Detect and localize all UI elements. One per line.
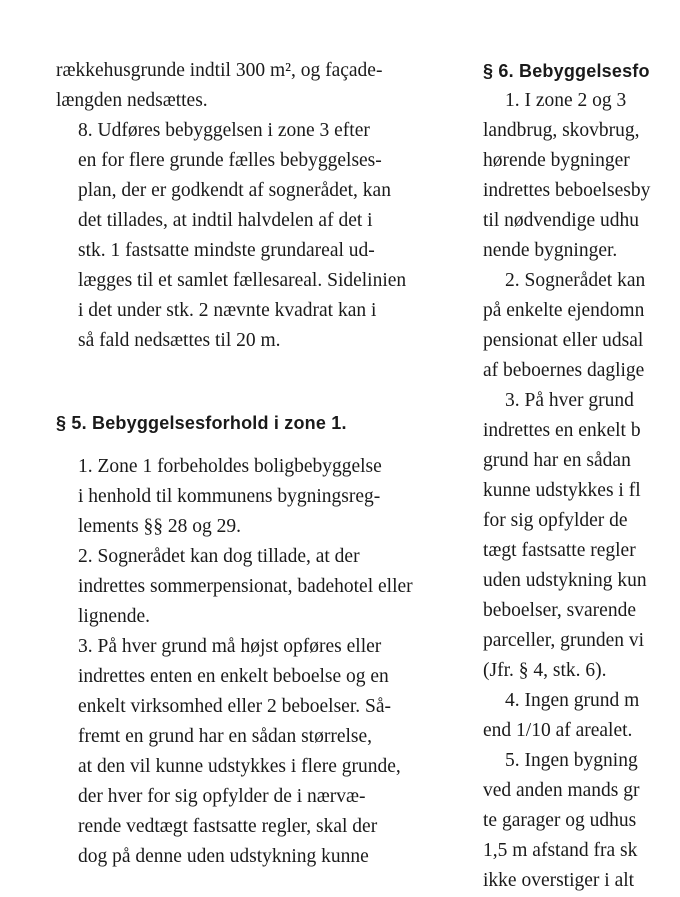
text-line: (Jfr. § 4, stk. 6). [483,660,607,681]
text-line: indrettes beboelsesby [483,180,651,201]
right-paragraph-5 [483,746,680,776]
text-line: nende bygninger. [483,240,618,261]
text-line: 8. Udføres bebyggelsen i zone 3 efter [78,120,370,141]
right-paragraph-3-cont [483,416,680,686]
text-line: i henhold til kommunens bygningsreg- [78,486,381,507]
text-line: det tillades, at indtil halvdelen af det i [78,210,373,231]
text-line: 4. Ingen grund m [505,690,640,711]
left-column [56,56,454,872]
section-heading-6: § 6. Bebyggelsesfo [483,61,650,81]
right-paragraph-1 [483,86,680,116]
text-line: pensionat eller udsal [483,330,644,351]
text-line: til nødvendige udhu [483,210,639,231]
text-line: der hver for sig opfylder de i nærvæ- [78,786,366,807]
text-line: end 1/10 af arealet. [483,720,633,741]
text-line: rækkehusgrunde indtil 300 m², og façade- [56,60,383,81]
text-line: beboelser, svarende [483,600,636,621]
right-paragraph-1-cont [483,116,680,266]
right-paragraph-4 [483,686,680,716]
text-line: længden nedsættes. [56,90,208,111]
text-line: 1,5 m afstand fra sk [483,840,638,861]
text-line: 2. Sognerådet kan dog tillade, at der [78,546,360,567]
paragraph-stk-1 [56,452,454,542]
text-line: en for flere grunde fælles bebyggelses- [78,150,382,171]
text-line: landbrug, skovbrug, [483,120,640,141]
text-line: 3. På hver grund må højst opføres eller [78,636,382,657]
text-line: af beboernes daglige [483,360,645,381]
text-line: indrettes enten en enkelt beboelse og en [78,666,389,687]
paragraph-stk-3 [56,632,454,872]
right-paragraph-5-cont [483,776,680,896]
text-line: lægges til et samlet fællesareal. Sidelinien [78,270,407,291]
text-line: enkelt virksomhed eller 2 beboelser. Så- [78,696,391,717]
text-line: kunne udstykkes i fl [483,480,641,501]
text-line: så fald nedsættes til 20 m. [78,330,281,351]
text-line: stk. 1 fastsatte mindste grundareal ud- [78,240,375,261]
text-line: 2. Sognerådet kan [505,270,646,291]
text-line: te garager og udhus [483,810,637,831]
right-paragraph-2 [483,266,680,296]
text-line: ikke overstiger i alt [483,870,635,891]
text-line: indrettes en enkelt b [483,420,641,441]
section-heading-5: § 5. Bebyggelsesforhold i zone 1. [56,413,347,433]
text-line: 1. I zone 2 og 3 [505,90,627,111]
text-line: lements §§ 28 og 29. [78,516,242,537]
text-line: hørende bygninger [483,150,630,171]
text-line: parceller, grunden vi [483,630,645,651]
text-line: fremt en grund har en sådan størrelse, [78,726,373,747]
right-paragraph-3 [483,386,680,416]
paragraph-continuation [56,56,454,116]
text-line: tægt fastsatte regler [483,540,636,561]
paragraph-stk-2 [56,542,454,632]
text-line: for sig opfylder de [483,510,628,531]
right-paragraph-4-cont [483,716,680,746]
text-line: plan, der er godkendt af sognerådet, kan [78,180,391,201]
text-line: 3. På hver grund [505,390,634,411]
text-line: indrettes sommerpensionat, badehotel eller [78,576,413,597]
text-line: uden udstykning kun [483,570,647,591]
right-column [483,56,680,896]
text-line: lignende. [78,606,151,627]
paragraph-stk-8 [56,116,454,356]
text-line: grund har en sådan [483,450,631,471]
text-line: i det under stk. 2 nævnte kvadrat kan i [78,300,377,321]
text-line: at den vil kunne udstykkes i flere grunde, [78,756,401,777]
text-line: dog på denne uden udstykning kunne [78,846,369,867]
text-line: rende vedtægt fastsatte regler, skal der [78,816,378,837]
text-line: ved anden mands gr [483,780,640,801]
text-line: 1. Zone 1 forbeholdes boligbebyggelse [78,456,382,477]
right-paragraph-2-cont [483,296,680,386]
text-line: på enkelte ejendomn [483,300,645,321]
text-line: 5. Ingen bygning [505,750,638,771]
